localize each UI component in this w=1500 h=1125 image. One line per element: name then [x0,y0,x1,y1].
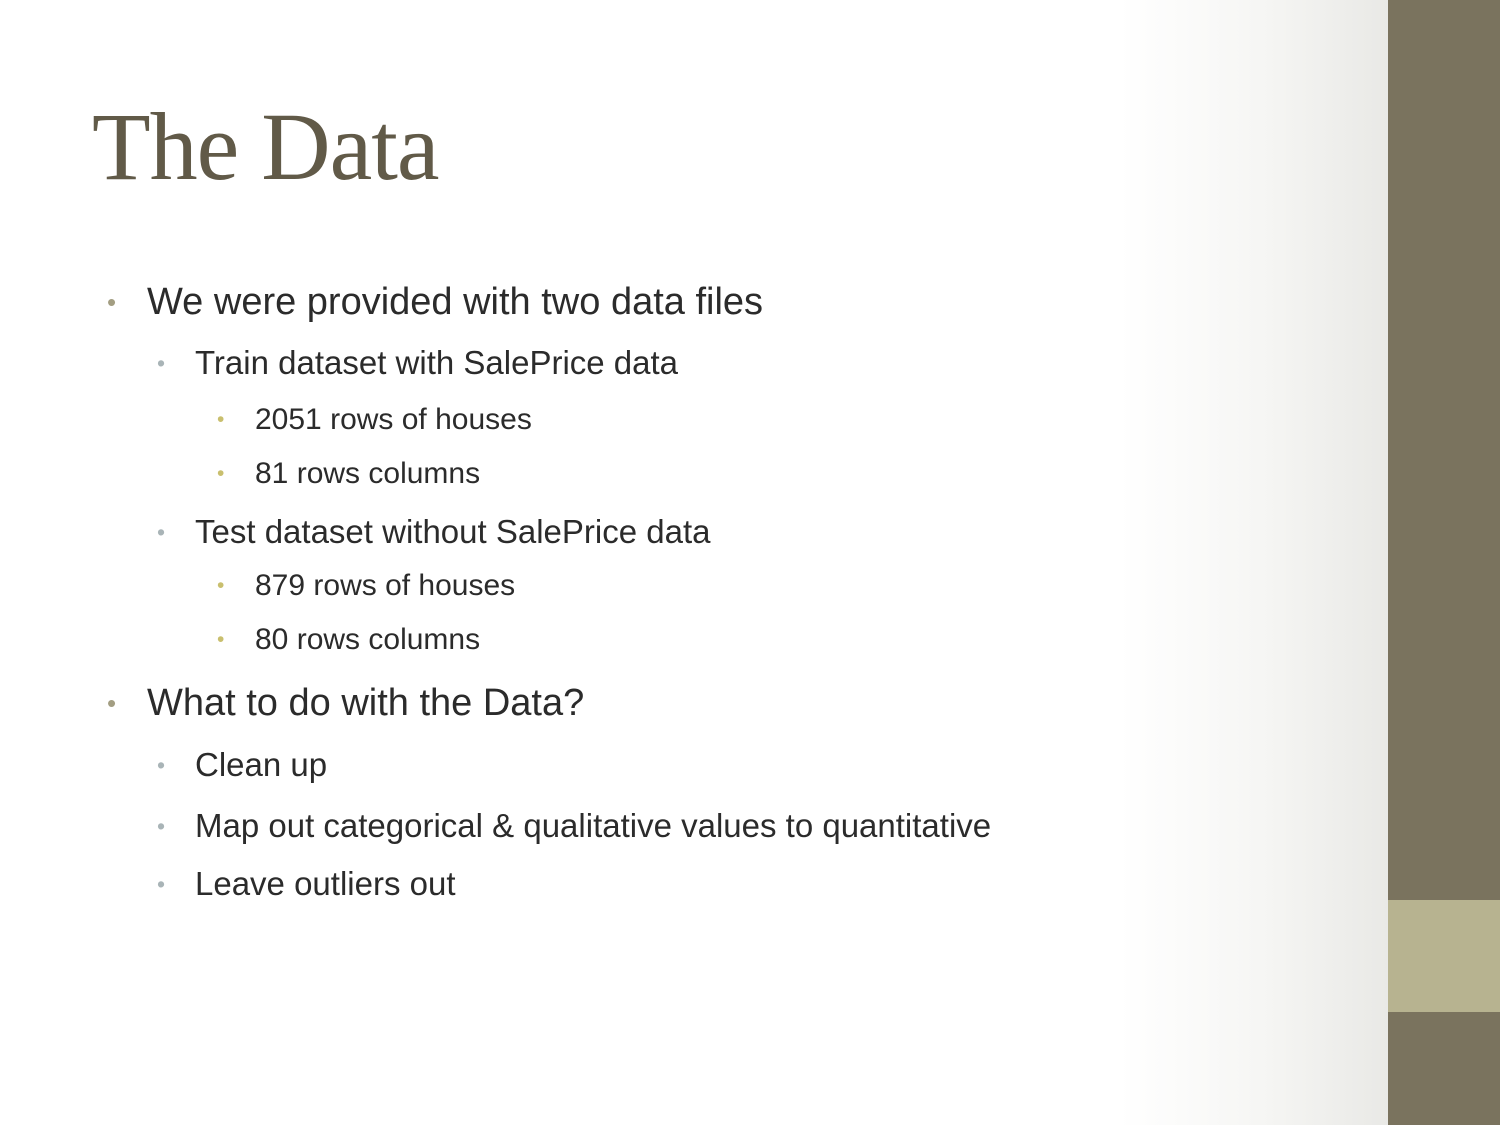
bullet-dot-icon: • [107,287,117,317]
bullet-dot-icon: • [217,574,225,597]
bullet-text: Train dataset with SalePrice data [195,344,679,381]
sub-bullet-item [157,512,711,552]
bullet-item [107,681,585,725]
sub-bullet-item [157,864,456,904]
bullet-text: 879 rows of houses [255,569,516,602]
bullet-text: Map out categorical & qualitative values to quantitative [195,807,992,844]
bullet-item [107,280,764,324]
bullet-text: We were provided with two data files [147,281,764,323]
bullet-text: 2051 rows of houses [255,403,532,436]
bullet-text: 81 rows columns [255,457,481,490]
bullet-dot-icon: • [157,752,166,778]
bullet-dot-icon: • [217,408,225,431]
sub-sub-bullet-item [217,402,532,438]
sub-bullet-item [157,806,992,846]
sub-sub-bullet-item [217,622,481,658]
bullet-dot-icon: • [157,813,166,839]
bullet-text: 80 rows columns [255,623,481,656]
bullet-dot-icon: • [107,688,117,718]
sub-sub-bullet-item [217,568,516,604]
bullet-text: Clean up [195,746,328,783]
sub-sub-bullet-item [217,456,481,492]
bullet-dot-icon: • [157,350,166,376]
sub-bullet-item [157,745,328,785]
side-decoration-accent [1388,900,1500,1012]
bullet-text: What to do with the Data? [147,682,585,724]
bullet-dot-icon: • [157,871,166,897]
bullet-text: Test dataset without SalePrice data [195,513,711,550]
slide-title: The Data [92,93,439,200]
bullet-dot-icon: • [217,628,225,651]
sub-bullet-item [157,343,679,383]
bullet-dot-icon: • [157,519,166,545]
bullet-dot-icon: • [217,462,225,485]
bullet-text: Leave outliers out [195,865,456,902]
